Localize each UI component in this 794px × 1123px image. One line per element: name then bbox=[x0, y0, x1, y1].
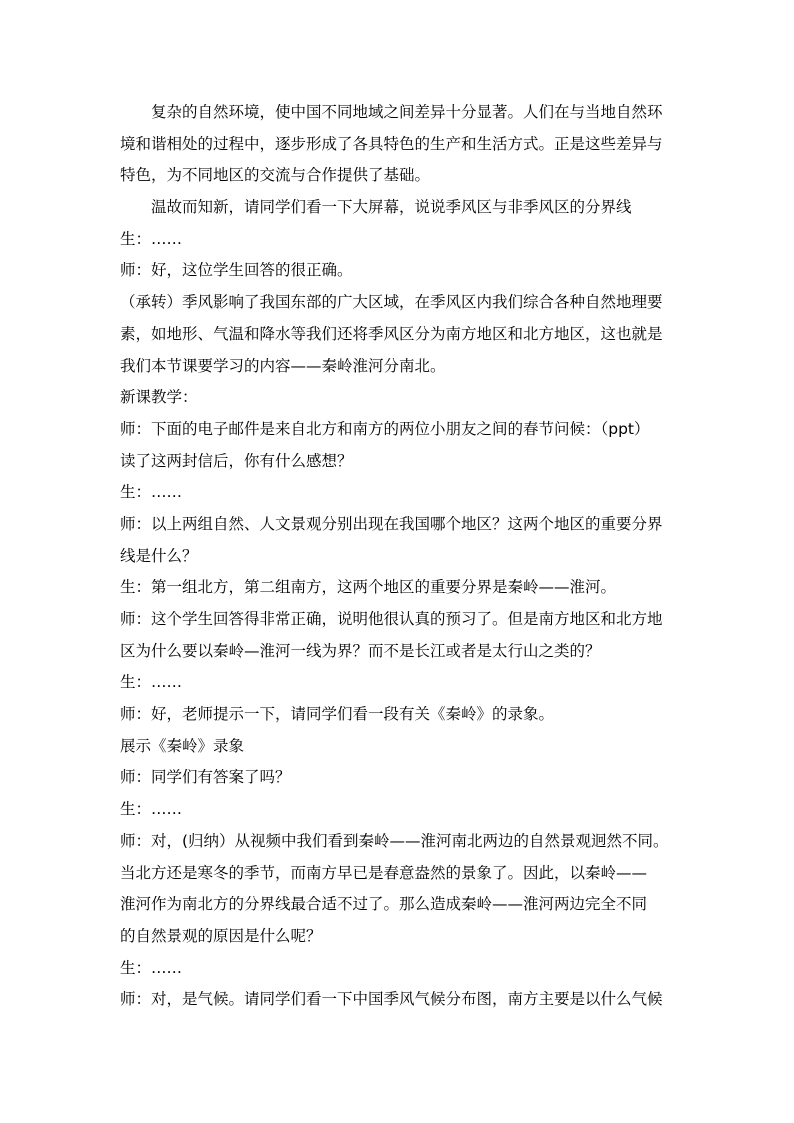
student-line: 生：第一组北方，第二组南方，这两个地区的重要分界是秦岭——淮河。 bbox=[120, 578, 617, 597]
teacher-line: 师：这个学生回答得非常正确，说明他很认真的预习了。但是南方地区和北方地 bbox=[120, 610, 663, 628]
paragraph-line: 展示《秦岭》录象 bbox=[120, 736, 245, 755]
paragraph-line: （承转）季风影响了我国东部的广大区域，在季风区内我们综合各种自然地理要 bbox=[120, 293, 663, 312]
paragraph-line: 我们本节课要学习的内容——秦岭淮河分南北。 bbox=[120, 356, 446, 375]
teacher-line: 师：下面的电子邮件是来自北方和南方的两位小朋友之间的春节问候：（ppt） bbox=[120, 419, 650, 438]
paragraph-line: 素，如地形、气温和降水等我们还将季风区分为南方地区和北方地区，这也就是 bbox=[120, 324, 663, 343]
student-line: 生：…… bbox=[120, 958, 183, 977]
paragraph-line: 线是什么？ bbox=[120, 546, 198, 565]
paragraph-line: 读了这两封信后，你有什么感想？ bbox=[120, 451, 353, 470]
document-body bbox=[120, 97, 680, 1016]
paragraph-line: 特色，为不同地区的交流与合作提供了基础。 bbox=[120, 166, 431, 185]
paragraph-line: 境和谐相处的过程中，逐步形成了各具特色的生产和生活方式。正是这些差异与 bbox=[120, 134, 663, 153]
paragraph-line: 复杂的自然环境，使中国不同地域之间差异十分显著。人们在与当地自然环 bbox=[151, 103, 663, 121]
student-line: 生：…… bbox=[120, 229, 183, 248]
student-line: 生：…… bbox=[120, 673, 183, 692]
paragraph-line: 温故而知新，请同学们看一下大屏幕，说说季风区与非季风区的分界线 bbox=[151, 198, 632, 217]
teacher-line: 师：好，这位学生回答的很正确。 bbox=[120, 261, 353, 280]
section-heading: 新课教学： bbox=[120, 388, 198, 407]
student-line: 生：…… bbox=[120, 800, 183, 819]
teacher-line: 师：同学们有答案了吗？ bbox=[120, 768, 291, 787]
student-line: 生：…… bbox=[120, 483, 183, 502]
paragraph-line: 区为什么要以秦岭—淮河一线为界？而不是长江或者是太行山之类的？ bbox=[120, 641, 601, 660]
teacher-line: 师：对，是气候。请同学们看一下中国季风气候分布图，南方主要是以什么气候 bbox=[120, 990, 663, 1009]
paragraph-line: 淮河作为南北方的分界线最合适不过了。那么造成秦岭——淮河两边完全不同 bbox=[120, 895, 648, 914]
teacher-line: 师：好，老师提示一下，请同学们看一段有关《秦岭》的录象。 bbox=[120, 705, 555, 724]
paragraph-line: 的自然景观的原因是什么呢？ bbox=[120, 926, 322, 945]
teacher-line: 师：对，(归纳）从视频中我们看到秦岭——淮河南北两边的自然景观迥然不同。 bbox=[120, 831, 669, 850]
paragraph-line: 当北方还是寒冬的季节，而南方早已是春意盎然的景象了。因此，以秦岭—— bbox=[120, 863, 648, 882]
teacher-line: 师：以上两组自然、人文景观分别出现在我国哪个地区？这两个地区的重要分界 bbox=[120, 514, 663, 533]
